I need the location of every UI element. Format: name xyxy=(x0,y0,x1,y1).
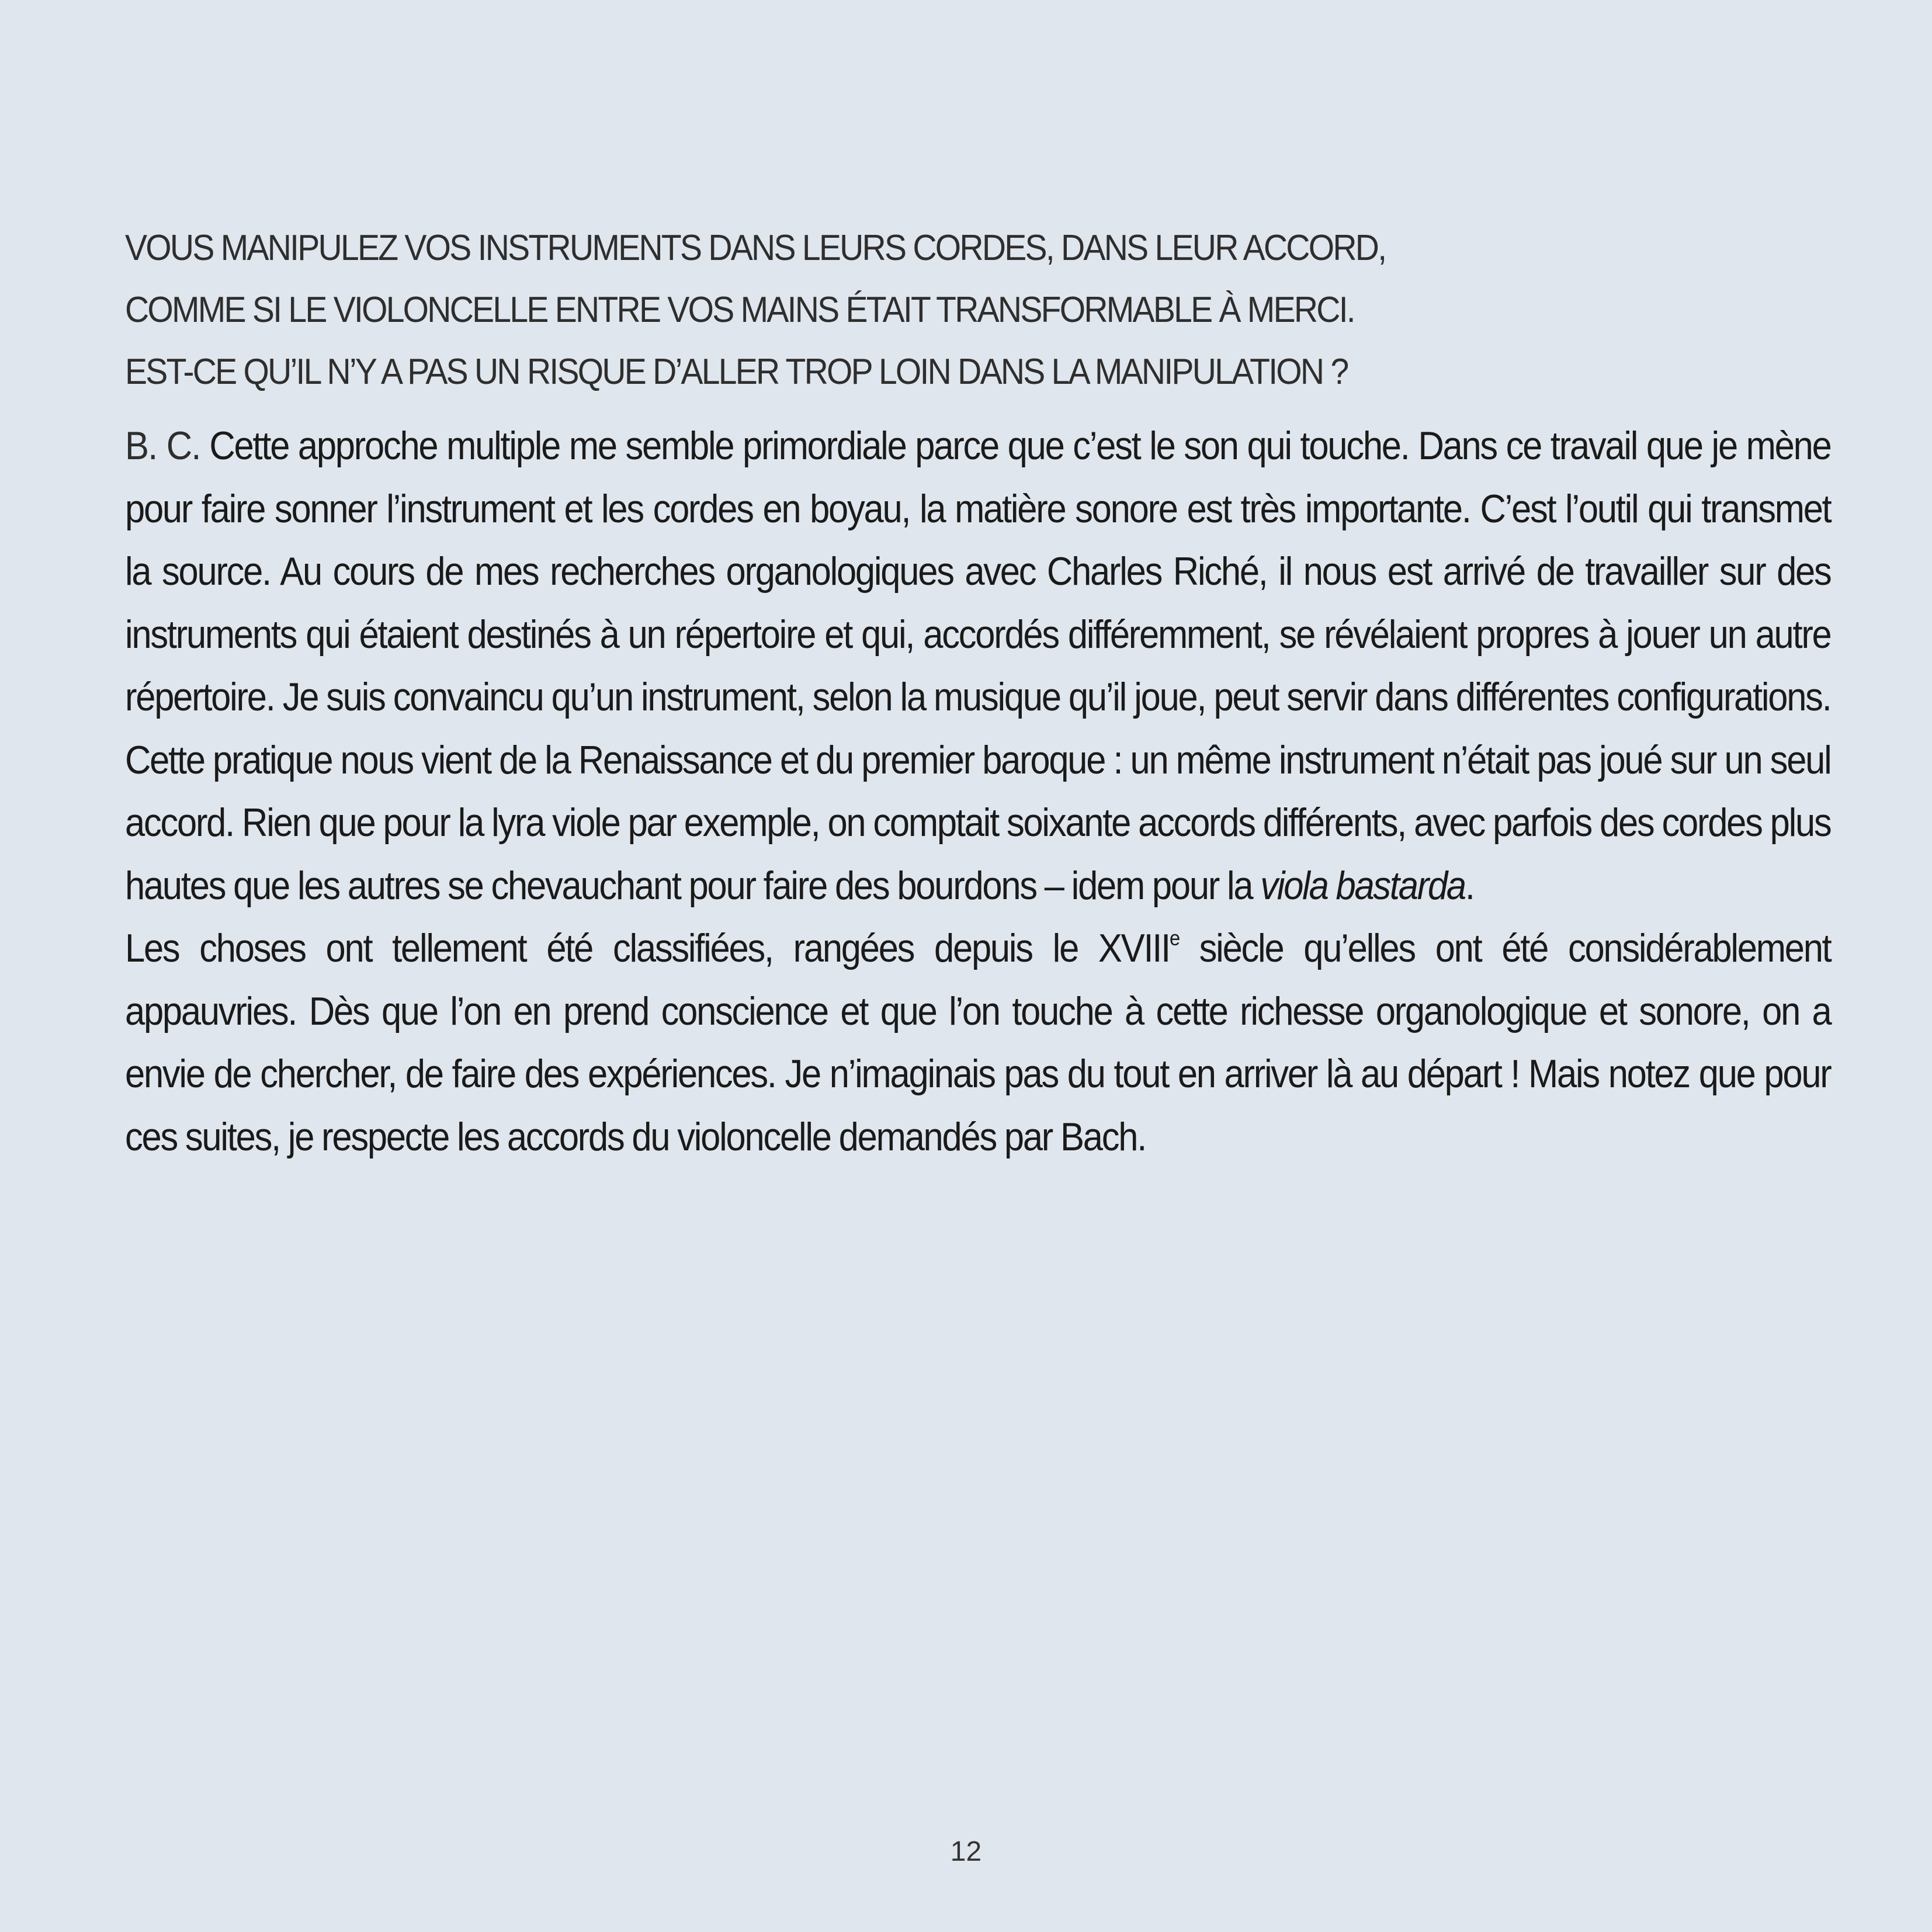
question-line: EST-CE QU’IL N’Y A PAS UN RISQUE D’ALLER TROP LOIN DANS LA MANIPULATION ? xyxy=(125,352,1348,392)
question-line: COMME SI LE VIOLONCELLE ENTRE VOS MAINS ÉTAIT TRANSFORMABLE À MERCI. xyxy=(125,290,1354,330)
interview-question xyxy=(125,217,1415,403)
page-number: 12 xyxy=(950,1836,982,1867)
interview-answer xyxy=(125,415,1831,1168)
question-line: VOUS MANIPULEZ VOS INSTRUMENTS DANS LEURS CORDES, DANS LEUR ACCORD, xyxy=(125,228,1386,268)
answer-paragraph-2 xyxy=(125,917,1831,1168)
answer-text: siècle qu’elles ont été considérablement appauvries. Dès que l’on en prend conscience et que l’on touche à cette richesse organologique et sonore, on a envie de chercher, de faire des expériences. Je n’imaginais pas du tout en arriver là au départ ! Mais notez que pour ces suites, je respecte les accords du violoncelle demandés par Bach. xyxy=(125,926,1831,1159)
answer-text: Cette approche multiple me semble primordiale parce que c’est le son qui touche. Dans ce travail que je mène pour faire sonner l’instrument et les cordes en boyau, la matière sonore est très importante. C’est l’outil qui transmet la source. Au cours de mes recherches organologiques avec Charles Riché, il nous est arrivé de travailler sur des instruments qui étaient destinés à un répertoire et qui, accordés différemment, se révélaient propres à jouer un autre répertoire. Je suis convaincu qu’un instrument, selon la musique qu’il joue, peut servir dans différentes configurations. Cette pratique nous vient de la Renaissance et du premier baroque : un même instrument n’était pas joué sur un seul accord. Rien que pour la lyra viole par exemple, on comptait soixante accords différents, avec parfois des cordes plus hautes que les autres se chevauchant pour faire des bourdons – idem pour la xyxy=(125,424,1831,908)
italic-term: viola bastarda xyxy=(1260,863,1465,908)
superscript: e xyxy=(1169,926,1179,950)
page-content xyxy=(125,217,1831,1168)
answer-text-end: . xyxy=(1465,863,1474,908)
speaker-initials: B. C. xyxy=(125,424,200,468)
answer-paragraph-1 xyxy=(125,415,1831,917)
answer-text: Les choses ont tellement été classifiées, rangées depuis le XVIII xyxy=(125,926,1170,970)
